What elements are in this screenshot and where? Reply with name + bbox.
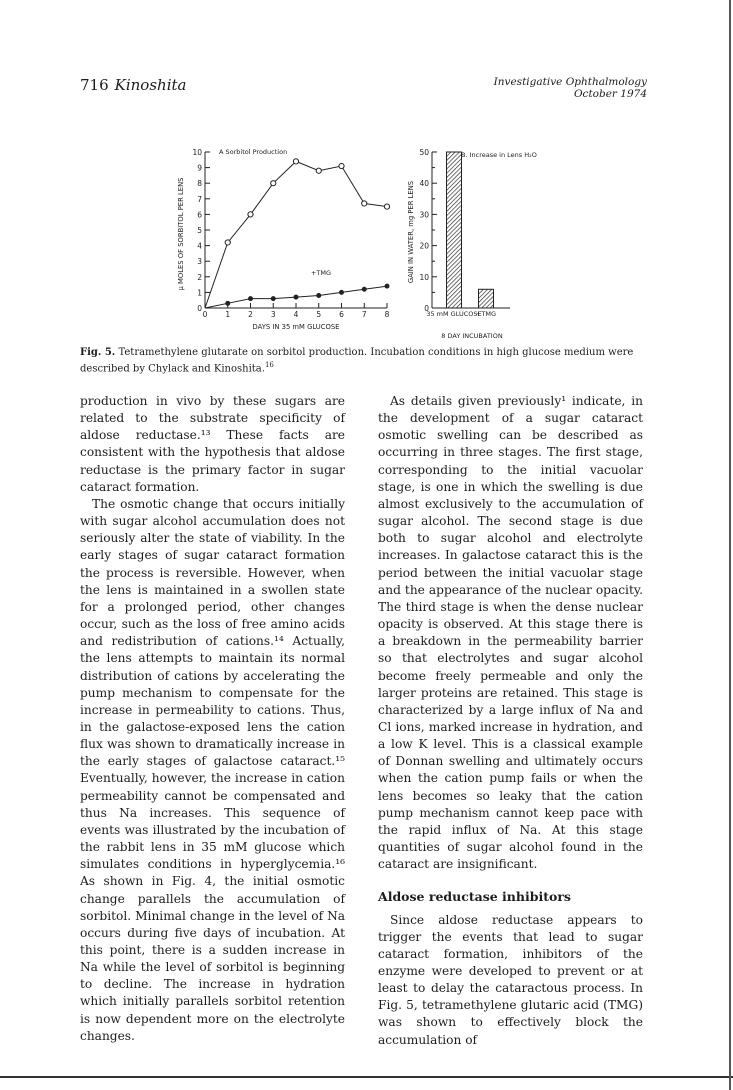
y-tick-label-a: 0	[197, 304, 202, 313]
chart-b-title: B. Increase in Lens H₂O	[461, 151, 537, 159]
y-tick-label-b: 50	[419, 148, 429, 157]
bar-1	[447, 152, 462, 308]
figure-caption	[80, 346, 660, 375]
right-paragraph-2: Since aldose reductase appears to trigger the events that lead to sugar cataract formation, inhibitors of the enzyme were developed to prevent or at least to delay the cataractous process. In Fig. 5, tetramethylene glutaric acid (TMG) was shown to effectively block the accumulation of	[378, 912, 643, 1047]
y-tick-label-a: 8	[197, 179, 202, 189]
series-line-1	[205, 161, 387, 308]
data-point-series-1	[293, 159, 298, 164]
y-tick-label-a: 7	[197, 194, 202, 204]
y-tick-label-a: 3	[197, 257, 202, 267]
figure-5-chart	[0, 140, 733, 350]
chart-a-xlabel: DAYS IN 35 mM GLUCOSE	[252, 323, 340, 331]
data-point-series-1	[316, 168, 321, 173]
data-point-series-2	[226, 301, 230, 305]
caption-text: Tetramethylene glutarate on sorbitol production. Incubation conditions in high glucose medium were described by Chylack and Kinoshita.	[80, 347, 634, 375]
data-point-series-2	[362, 287, 366, 291]
x-tick-label-a: 4	[293, 310, 299, 319]
data-point-series-1	[362, 201, 367, 206]
y-tick-label-a: 1	[197, 288, 202, 298]
sorbitol-chart	[177, 148, 390, 331]
data-point-series-1	[271, 181, 276, 186]
bar-2	[479, 289, 494, 308]
left-column	[80, 393, 345, 1045]
caption-label: Fig. 5.	[80, 347, 116, 358]
journal-issue: October 1974	[573, 88, 647, 100]
header-left	[80, 76, 186, 94]
figure-5	[0, 140, 733, 350]
data-point-series-2	[340, 290, 344, 294]
journal-name: Investigative Ophthalmology	[493, 76, 647, 88]
x-tick-label-a: 7	[361, 310, 367, 319]
page-number: 716	[80, 76, 109, 94]
category-label-2: +TMG	[475, 310, 497, 318]
chart-b-ylabel: GAIN IN WATER, mg PER LENS	[407, 180, 415, 284]
series-label-tmg: +TMG	[310, 269, 332, 278]
y-tick-label-b: 30	[419, 210, 429, 220]
y-tick-label-b: 0	[424, 304, 429, 313]
y-tick-label-b: 20	[419, 241, 429, 251]
x-tick-label-a: 3	[270, 310, 276, 319]
data-point-series-2	[249, 297, 253, 301]
x-tick-label-a: 8	[384, 310, 390, 319]
header-right	[494, 76, 647, 100]
x-tick-label-a: 2	[248, 310, 253, 319]
page-header	[0, 76, 733, 106]
right-column	[378, 393, 643, 1049]
y-tick-label-b: 40	[419, 179, 429, 189]
y-tick-label-b: 10	[419, 272, 429, 282]
chart-b-xlabel: 8 DAY INCUBATION	[441, 332, 503, 340]
x-tick-label-a: 0	[202, 310, 208, 319]
x-tick-label-a: 5	[316, 310, 322, 319]
running-author: Kinoshita	[114, 76, 187, 94]
y-tick-label-a: 10	[192, 148, 202, 157]
data-point-series-2	[271, 297, 275, 301]
x-tick-label-a: 6	[339, 310, 344, 319]
left-paragraph-1: production in vivo by these sugars are related to the substrate specificity of aldose reductase.¹³ These facts are consistent with the hypothesis that aldose reductase is the primary factor in sugar cataract formation.	[80, 394, 345, 494]
right-paragraph-1: As details given previously¹ indicate, in the development of a sugar cataract osmotic swelling can be described as occurring in three stages. The first stage, corresponding to the initial vacuolar stage, is one in which the swelling is due almost exclusively to the accumulation of sugar alcohol. The second stage is due both to sugar alcohol and electrolyte increases. In galactose cataract this is the period between the initial vacuolar stage and the appearance of the nuclear opacity. The third stage is when the dense nuclear opacity is observed. At this stage there is a breakdown in the permeability barrier so that electrolytes and sugar alcohol become freely permeable and only the larger proteins are retained. This stage is characterized by a large influx of Na and Cl ions, marked increase in hydration, and a low K level. This is a classical example of Donnan swelling and ultimately occurs when the cation pump fails or when the lens becomes so leaky that the cation pump mechanism cannot keep pace with the rapid influx of Na. At this stage quantities of sugar alcohol found in the cataract are insignificant.	[378, 394, 643, 872]
data-point-series-1	[384, 204, 389, 209]
bottom-rule	[0, 1076, 733, 1078]
page-edge	[729, 0, 731, 1090]
y-tick-label-a: 5	[197, 226, 202, 235]
data-point-series-1	[339, 163, 344, 168]
data-point-series-1	[225, 240, 230, 245]
y-tick-label-a: 6	[197, 210, 202, 220]
water-chart	[407, 148, 537, 340]
data-point-series-2	[294, 295, 298, 299]
category-label-1: 35 mM GLUCOSE	[426, 310, 482, 318]
chart-a-ylabel: μ MOLES OF SORBITOL PER LENS	[177, 177, 185, 291]
caption-ref: 16	[264, 361, 274, 369]
x-tick-label-a: 1	[225, 310, 231, 319]
data-point-series-2	[385, 284, 389, 288]
y-tick-label-a: 2	[197, 272, 202, 282]
chart-a-title: A Sorbitol Production	[219, 148, 288, 156]
y-tick-label-a: 4	[197, 241, 202, 251]
left-paragraph-2: The osmotic change that occurs initially with sugar alcohol accumulation does not seriously alter the state of viability. In the early stages of sugar cataract formation the process is reversible. However, when the lens is maintained in a swollen state for a prolonged period, other changes occur, such as the loss of free amino acids and redistribution of cations.¹⁴ Actually, the lens attempts to maintain its normal distribution of cations by accelerating the pump mechanism to compensate for the increase in permeability to cations. Thus, in the galactose-exposed lens the cation flux was shown to dramatically increase in the early stages of galactose cataract.¹⁵ Eventually, however, the increase in cation permeability cannot be compensated and thus Na increases. This sequence of events was illustrated by the incubation of the rabbit lens in 35 mM glucose which simulates conditions in hyperglycemia.¹⁶ As shown in Fig. 4, the initial osmotic change parallels the accumulation of sorbitol. Minimal change in the level of Na occurs during five days of incubation. At this point, there is a sudden increase in Na while the level of sorbitol is beginning to decline. The increase in hydration which initially parallels sorbitol retention is now dependent more on the electrolyte changes.	[80, 496, 345, 1043]
data-point-series-1	[248, 212, 253, 217]
y-tick-label-a: 9	[197, 163, 202, 173]
section-heading: Aldose reductase inhibitors	[378, 889, 571, 905]
data-point-series-2	[317, 294, 321, 298]
